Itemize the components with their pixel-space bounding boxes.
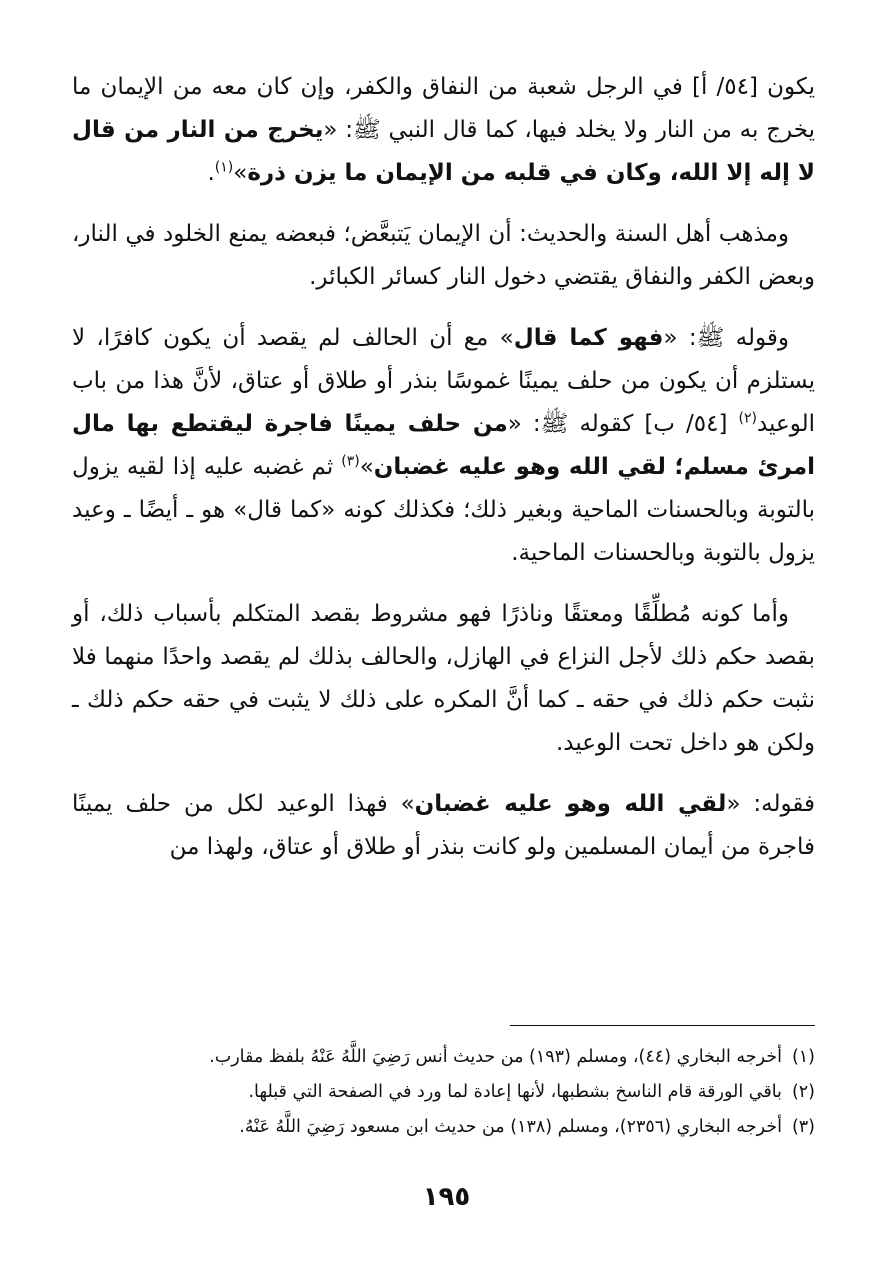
text-run: وقوله ﷺ: « xyxy=(663,325,789,351)
paragraph-2 xyxy=(72,213,815,299)
paragraph-4 xyxy=(72,593,815,765)
hadith-quote: لقي الله وهو عليه غضبان xyxy=(414,791,727,817)
footnote-number: (٣) xyxy=(791,1117,815,1137)
footnote-text: باقي الورقة قام الناسخ بشطبها، لأنها إعادة لما ورد في الصفحة التي قبلها. xyxy=(248,1082,782,1102)
paragraph-5 xyxy=(72,783,815,869)
footnote-ref: (٣) xyxy=(341,453,360,470)
footnote-number: (٢) xyxy=(791,1082,815,1102)
text-run: يكون [٥٤/ أ] في الرجل شعبة من النفاق والكفر، وإن كان معه من الإيمان ما يخرج به من النار ولا يخلد فيها، كما قال النبي ﷺ: « xyxy=(72,74,815,143)
paragraph-1 xyxy=(72,66,815,195)
footnote-number: (١) xyxy=(791,1047,815,1067)
footnote-text: أخرجه البخاري (٢٣٥٦)، ومسلم (١٣٨) من حديث ابن مسعود رَضِيَ اللَّهُ عَنْهُ. xyxy=(239,1117,782,1137)
footnote-ref: (١) xyxy=(214,159,234,176)
hadith-quote: فهو كما قال xyxy=(513,325,664,351)
text-run: » فهذا الوعيد لكل من حلف يمينًا فاجرة من أيمان المسلمين ولو كانت بنذر أو طلاق أو عتاق، ولهذا من xyxy=(72,791,815,860)
footnote-ref: (٢) xyxy=(738,410,757,427)
hadith-quote: يخرج من النار من قال لا إله إلا الله، وكان في قلبه من الإيمان ما يزن ذرة xyxy=(72,117,815,186)
paragraph-3 xyxy=(72,317,815,575)
footnotes xyxy=(72,1040,815,1145)
footnote-divider xyxy=(510,1025,815,1026)
footnote-3 xyxy=(72,1110,815,1145)
text-run: . xyxy=(207,160,215,186)
footnote-2 xyxy=(72,1075,815,1110)
text-run: » xyxy=(233,160,248,186)
text-run: » xyxy=(359,454,374,480)
footnote-text: أخرجه البخاري (٤٤)، ومسلم (١٩٣) من حديث أنس رَضِيَ اللَّهُ عَنْهُ بلفظ مقارب. xyxy=(209,1047,782,1067)
text-run: ومذهب أهل السنة والحديث: أن الإيمان يَتبعَّض؛ فبعضه يمنع الخلود في النار، وبعض الكفر والنفاق يقتضي دخول النار كسائر الكبائر. xyxy=(72,221,815,290)
footnote-1 xyxy=(72,1040,815,1075)
main-text xyxy=(72,66,815,887)
text-run: ثم غضبه عليه إذا لقيه يزول بالتوبة وبالحسنات الماحية وبغير ذلك؛ فكذلك كونه «كما قال» هو ـ أيضًا ـ وعيد يزول بالتوبة وبالحسنات الماحية. xyxy=(72,454,815,566)
hadith-quote: من حلف يمينًا فاجرة ليقتطع بها مال امرئ مسلم؛ لقي الله وهو عليه غضبان xyxy=(72,411,815,480)
text-run: وأما كونه مُطلِّقًا ومعتقًا وناذرًا فهو مشروط بقصد المتكلم بأسباب ذلك، أو بقصد حكم ذلك لأجل النزاع في الهازل، والحالف بذلك لم يقصد واحدًا منهما فلا نثبت حكم ذلك في حقه ـ كما أنَّ المكره على ذلك لا يثبت في حقه حكم ذلك ـ ولكن هو داخل تحت الوعيد. xyxy=(72,601,815,756)
text-run: [٥٤/ ب] كقوله ﷺ: « xyxy=(507,411,739,437)
page-number: ١٩٥ xyxy=(422,1182,471,1212)
text-run: فقوله: « xyxy=(726,791,815,817)
text-run: » مع أن الحالف لم يقصد أن يكون كافرًا، لا يستلزم أن يكون من حلف يمينًا غموسًا بنذر أو طلاق أو عتاق، لأنَّ هذا من باب الوعيد xyxy=(72,325,815,437)
